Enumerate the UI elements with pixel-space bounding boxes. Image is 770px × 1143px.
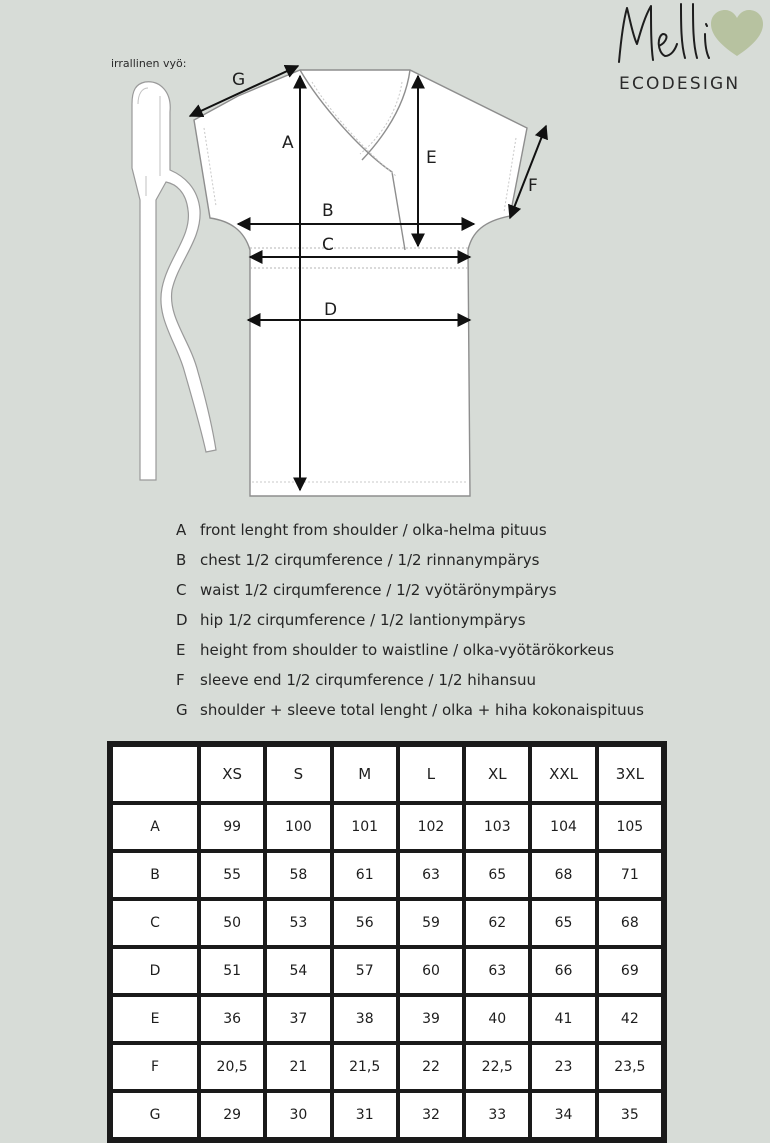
marker-a: A [282, 133, 294, 153]
table-cell: 21,5 [332, 1043, 398, 1091]
legend-text: sleeve end 1/2 cirqumference / 1/2 hihansuu [200, 671, 536, 689]
table-cell: 100 [265, 803, 331, 851]
table-row [111, 803, 663, 851]
table-cell: 32 [398, 1091, 464, 1139]
table-cell: 105 [597, 803, 663, 851]
legend-text: waist 1/2 cirqumference / 1/2 vyötärönympärys [200, 581, 557, 599]
table-cell: 57 [332, 947, 398, 995]
marker-f: F [528, 176, 538, 196]
table-cell: 103 [464, 803, 530, 851]
row-label: A [111, 803, 199, 851]
marker-g: G [232, 70, 246, 90]
legend-letter: G [176, 701, 188, 719]
legend-text: front lenght from shoulder / olka-helma pituus [200, 521, 547, 539]
table-cell: 36 [199, 995, 265, 1043]
table-cell: 71 [597, 851, 663, 899]
size-header: XXL [530, 745, 596, 803]
size-header: L [398, 745, 464, 803]
table-cell: 54 [265, 947, 331, 995]
table-cell: 65 [464, 851, 530, 899]
table-cell: 40 [464, 995, 530, 1043]
size-header: S [265, 745, 331, 803]
table-cell: 65 [530, 899, 596, 947]
table-cell: 69 [597, 947, 663, 995]
marker-b: B [322, 201, 334, 221]
row-label: B [111, 851, 199, 899]
legend-text: hip 1/2 cirqumference / 1/2 lantionympärys [200, 611, 526, 629]
table-cell: 101 [332, 803, 398, 851]
table-cell: 61 [332, 851, 398, 899]
table-cell: 68 [597, 899, 663, 947]
size-header: M [332, 745, 398, 803]
brand-name: ECODESIGN [619, 74, 741, 94]
table-cell: 31 [332, 1091, 398, 1139]
table-cell: 37 [265, 995, 331, 1043]
legend-row-c [176, 575, 736, 605]
table-cell: 60 [398, 947, 464, 995]
table-cell: 38 [332, 995, 398, 1043]
table-cell: 34 [530, 1091, 596, 1139]
size-header-row [111, 745, 663, 803]
row-label: F [111, 1043, 199, 1091]
table-cell: 22 [398, 1043, 464, 1091]
table-cell: 21 [265, 1043, 331, 1091]
garment-diagram [0, 0, 770, 510]
legend-row-b [176, 545, 736, 575]
size-header: XS [199, 745, 265, 803]
table-cell: 55 [199, 851, 265, 899]
row-label: D [111, 947, 199, 995]
legend-row-f [176, 665, 736, 695]
legend-letter: E [176, 641, 186, 659]
table-cell: 66 [530, 947, 596, 995]
table-cell: 53 [265, 899, 331, 947]
legend-text: height from shoulder to waistline / olka-vyötärökorkeus [200, 641, 615, 659]
marker-d: D [324, 300, 338, 320]
marker-e: E [426, 148, 437, 168]
row-label: E [111, 995, 199, 1043]
table-corner-cell [111, 745, 199, 803]
table-cell: 35 [597, 1091, 663, 1139]
table-cell: 51 [199, 947, 265, 995]
table-row [111, 899, 663, 947]
table-cell: 62 [464, 899, 530, 947]
legend-text: chest 1/2 cirqumference / 1/2 rinnanympärys [200, 551, 540, 569]
marker-c: C [322, 235, 334, 255]
table-row [111, 851, 663, 899]
table-cell: 104 [530, 803, 596, 851]
table-cell: 56 [332, 899, 398, 947]
legend-letter: B [176, 551, 187, 569]
legend-letter: A [176, 521, 187, 539]
table-cell: 41 [530, 995, 596, 1043]
table-row [111, 995, 663, 1043]
legend-row-a [176, 515, 736, 545]
size-header: XL [464, 745, 530, 803]
table-cell: 22,5 [464, 1043, 530, 1091]
legend-row-e [176, 635, 736, 665]
table-cell: 23,5 [597, 1043, 663, 1091]
table-row [111, 1043, 663, 1091]
table-cell: 102 [398, 803, 464, 851]
legend-letter: C [176, 581, 187, 599]
table-row [111, 947, 663, 995]
measurement-legend [176, 515, 736, 725]
table-cell: 42 [597, 995, 663, 1043]
legend-letter: F [176, 671, 185, 689]
row-label: C [111, 899, 199, 947]
size-header: 3XL [597, 745, 663, 803]
dress-illustration [194, 70, 527, 496]
table-cell: 23 [530, 1043, 596, 1091]
table-cell: 99 [199, 803, 265, 851]
table-row [111, 1091, 663, 1139]
table-cell: 20,5 [199, 1043, 265, 1091]
table-cell: 30 [265, 1091, 331, 1139]
table-cell: 63 [398, 851, 464, 899]
table-cell: 63 [464, 947, 530, 995]
table-cell: 39 [398, 995, 464, 1043]
legend-letter: D [176, 611, 188, 629]
table-cell: 68 [530, 851, 596, 899]
table-cell: 58 [265, 851, 331, 899]
table-cell: 50 [199, 899, 265, 947]
size-table [107, 741, 667, 1143]
legend-row-d [176, 605, 736, 635]
table-cell: 29 [199, 1091, 265, 1139]
table-cell: 59 [398, 899, 464, 947]
belt-label: irrallinen vyö: [111, 57, 187, 70]
legend-text: shoulder + sleeve total lenght / olka + hiha kokonaispituus [200, 701, 644, 719]
row-label: G [111, 1091, 199, 1139]
table-cell: 33 [464, 1091, 530, 1139]
legend-row-g [176, 695, 736, 725]
